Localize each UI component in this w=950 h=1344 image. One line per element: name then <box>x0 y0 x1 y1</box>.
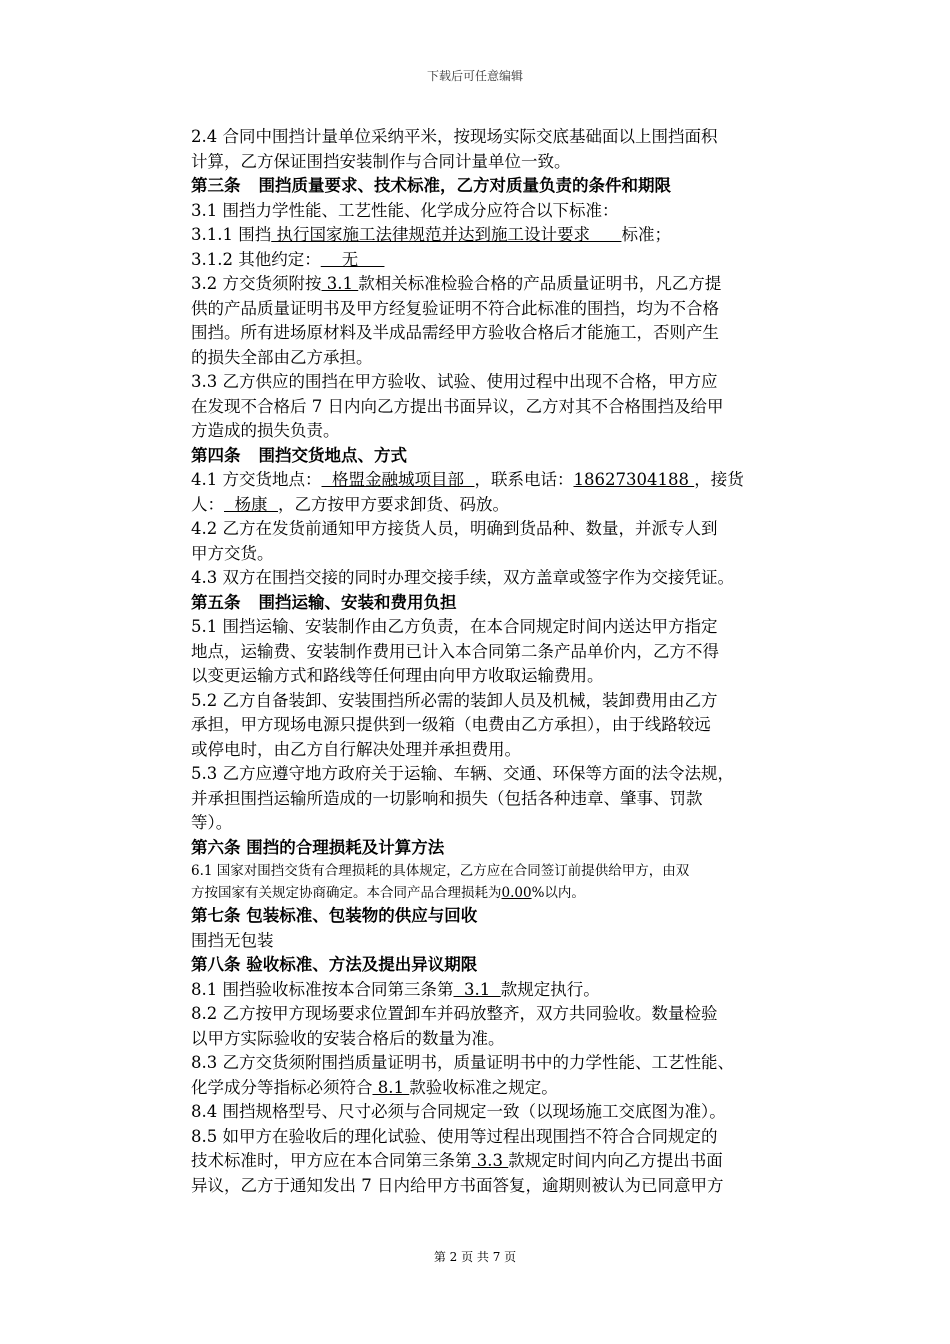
clause-8-2-line-1: 8.2 乙方按甲方现场要求位置卸车并码放整齐，双方共同验收。数量检验 <box>191 1004 718 1023</box>
article-3-title: 围挡质量要求、技术标准，乙方对质量负责的条件和期限 <box>258 176 671 195</box>
clause-5-2-line-1: 5.2 乙方自备装卸、安装围挡所必需的装卸人员及机械，装卸费用由乙方 <box>191 690 718 710</box>
clause-8-3-line-1: 8.3 乙方交货须附围挡质量证明书，质量证明书中的力学性能、工艺性能、 <box>191 1053 734 1072</box>
clause-3-2-line-2: 供的产品质量证明书及甲方经复验证明不符合此标准的围挡，均为不合格 <box>191 298 719 318</box>
clause-8-5-ref: 3.3 <box>471 1151 509 1170</box>
article-7-text: 围挡无包装 <box>191 930 274 950</box>
delivery-place: 格盟金融城项目部 <box>321 470 475 489</box>
clause-8-3-text-a: 化学成分等指标必须符合 <box>191 1077 373 1097</box>
clause-5-1-line-1: 5.1 围挡运输、安装制作由乙方负责，在本合同规定时间内送达甲方指定 <box>191 617 718 636</box>
article-6-heading: 第六条 围挡的合理损耗及计算方法 <box>191 837 445 857</box>
clause-4-1-text-b: ，联系电话： <box>474 470 574 489</box>
clause-8-3-ref: 8.1 <box>372 1077 410 1097</box>
clause-3-1-2-value: 无 <box>320 249 385 269</box>
clause-3-2-line-3: 围挡。所有进场原材料及半成品需经甲方验收合格后才能施工，否则产生 <box>191 323 719 342</box>
document-body <box>191 125 811 1198</box>
clause-6-1-text-a: 方按国家有关规定协商确定。本合同产品合理损耗为 <box>191 885 502 901</box>
clause-4-1-line-1 <box>191 468 811 493</box>
clause-6-1-text-b: %以内。 <box>531 885 585 901</box>
clause-4-1-line-2 <box>191 493 811 518</box>
article-7-heading: 第七条 包装标准、包装物的供应与回收 <box>191 906 478 925</box>
receiver-name: 杨康 <box>224 494 278 514</box>
clause-8-5-text-b: 款规定时间内向乙方提出书面 <box>508 1151 723 1170</box>
clause-3-1-1-label: 3.1.1 围挡 <box>191 225 272 244</box>
clause-3-2-line-4: 的损失全部由乙方承担。 <box>191 347 373 367</box>
clause-8-1-text-b: 款规定执行。 <box>500 979 600 999</box>
article-8-heading: 第八条 验收标准、方法及提出异议期限 <box>191 955 478 974</box>
clause-6-1-line-1: 6.1 国家对围挡交货有合理损耗的具体规定，乙方应在合同签订前提供给甲方，由双 <box>191 863 690 879</box>
clause-4-1-text-d: 人： <box>191 494 224 514</box>
clause-8-5-line-3: 异议，乙方于通知发出 7 日内给甲方书面答复，逾期则被认为已同意甲方 <box>191 1175 724 1195</box>
clause-8-5-text-a: 技术标准时，甲方应在本合同第三条第 <box>191 1151 472 1170</box>
clause-5-2-line-3: 或停电时，由乙方自行解决处理并承担费用。 <box>191 739 521 759</box>
page-footer: 第 2 页 共 7 页 <box>433 1250 517 1264</box>
clause-3-3-line-3: 方造成的损失负责。 <box>191 421 340 440</box>
article-4-title: 围挡交货地点、方式 <box>258 445 407 465</box>
article-5-title: 围挡运输、安装和费用负担 <box>258 592 457 612</box>
clause-5-1-line-3: 以变更运输方式和路线等任何理由向甲方收取运输费用。 <box>191 666 604 685</box>
clause-2-4-line-1: 2.4 合同中围挡计量单位采纳平米，按现场实际交底基础面以上围挡面积 <box>191 127 718 146</box>
clause-5-3-line-1: 5.3 乙方应遵守地方政府关于运输、车辆、交通、环保等方面的法令法规， <box>191 764 734 783</box>
clause-8-5-line-2 <box>191 1149 811 1174</box>
clause-3-2-text-b: 款相关标准检验合格的产品质量证明书，凡乙方提 <box>358 274 722 293</box>
article-4-heading <box>191 444 811 469</box>
clause-3-1-1-standard: 执行国家施工法律规范并达到施工设计要求 <box>271 225 622 244</box>
clause-3-1: 3.1 围挡力学性能、工艺性能、化学成分应符合以下标准： <box>191 200 619 220</box>
article-5-heading <box>191 591 811 616</box>
article-3-heading <box>191 174 811 199</box>
page-header: 下载后可任意编辑 <box>426 69 523 83</box>
clause-4-3: 4.3 双方在围挡交接的同时办理交接手续，双方盖章或签字作为交接凭证。 <box>191 568 734 587</box>
clause-4-1-text-a: 4.1 方交货地点： <box>191 470 322 489</box>
clause-8-3-line-2 <box>191 1076 811 1101</box>
clause-8-3-text-b: 款验收标准之规定。 <box>409 1077 558 1097</box>
article-3-number: 第三条 <box>191 176 241 195</box>
clause-5-2-line-2: 承担，甲方现场电源只提供到一级箱（电费由乙方承担），由于线路较远 <box>191 715 711 734</box>
clause-8-4: 8.4 围挡规格型号、尺寸必须与合同规定一致（以现场施工交底图为准）。 <box>191 1102 726 1121</box>
clause-3-2-text-a: 3.2 方交货须附按 <box>191 274 322 293</box>
clause-8-1-text-a: 8.1 围挡验收标准按本合同第三条第 <box>191 979 454 999</box>
clause-6-1-line-2 <box>191 882 811 904</box>
clause-3-1-1-suffix: 标准； <box>621 225 671 244</box>
clause-2-4-line-2: 计算，乙方保证围挡安装制作与合同计量单位一致。 <box>191 151 571 171</box>
clause-8-2-line-2: 以甲方实际验收的安装合格后的数量为准。 <box>191 1028 505 1048</box>
clause-8-1 <box>191 978 811 1003</box>
contact-phone: 18627304188 <box>573 470 695 489</box>
clause-5-3-line-2: 并承担围挡运输所造成的一切影响和损失（包括各种违章、肇事、罚款 <box>191 788 703 808</box>
clause-4-2-line-1: 4.2 乙方在发货前通知甲方接货人员，明确到货品种、数量，并派专人到 <box>191 519 718 538</box>
loss-rate: 0.00 <box>501 885 532 901</box>
article-4-number: 第四条 <box>191 445 241 465</box>
clause-3-2-ref: 3.1 <box>321 274 359 293</box>
clause-3-3-line-1: 3.3 乙方供应的围挡在甲方验收、试验、使用过程中出现不合格，甲方应 <box>191 372 718 391</box>
clause-3-2-line-1 <box>191 272 811 297</box>
clause-4-1-text-e: ，乙方按甲方要求卸货、码放。 <box>277 494 509 514</box>
clause-8-5-line-1: 8.5 如甲方在验收后的理化试验、使用等过程出现围挡不符合合同规定的 <box>191 1126 718 1146</box>
clause-4-1-text-c: ，接货 <box>694 470 744 489</box>
clause-3-3-line-2: 在发现不合格后 7 日内向乙方提出书面异议，乙方对其不合格围挡及给甲 <box>191 396 724 416</box>
clause-3-1-1 <box>191 223 811 248</box>
clause-3-1-2-label: 3.1.2 其他约定： <box>191 249 321 269</box>
clause-4-2-line-2: 甲方交货。 <box>191 543 274 563</box>
clause-8-1-ref: 3.1 <box>453 979 501 999</box>
clause-3-1-2 <box>191 248 811 273</box>
clause-5-3-line-3: 等）。 <box>191 813 233 832</box>
article-5-number: 第五条 <box>191 592 241 612</box>
clause-5-1-line-2: 地点，运输费、安装制作费用已计入本合同第二条产品单价内，乙方不得 <box>191 641 719 661</box>
